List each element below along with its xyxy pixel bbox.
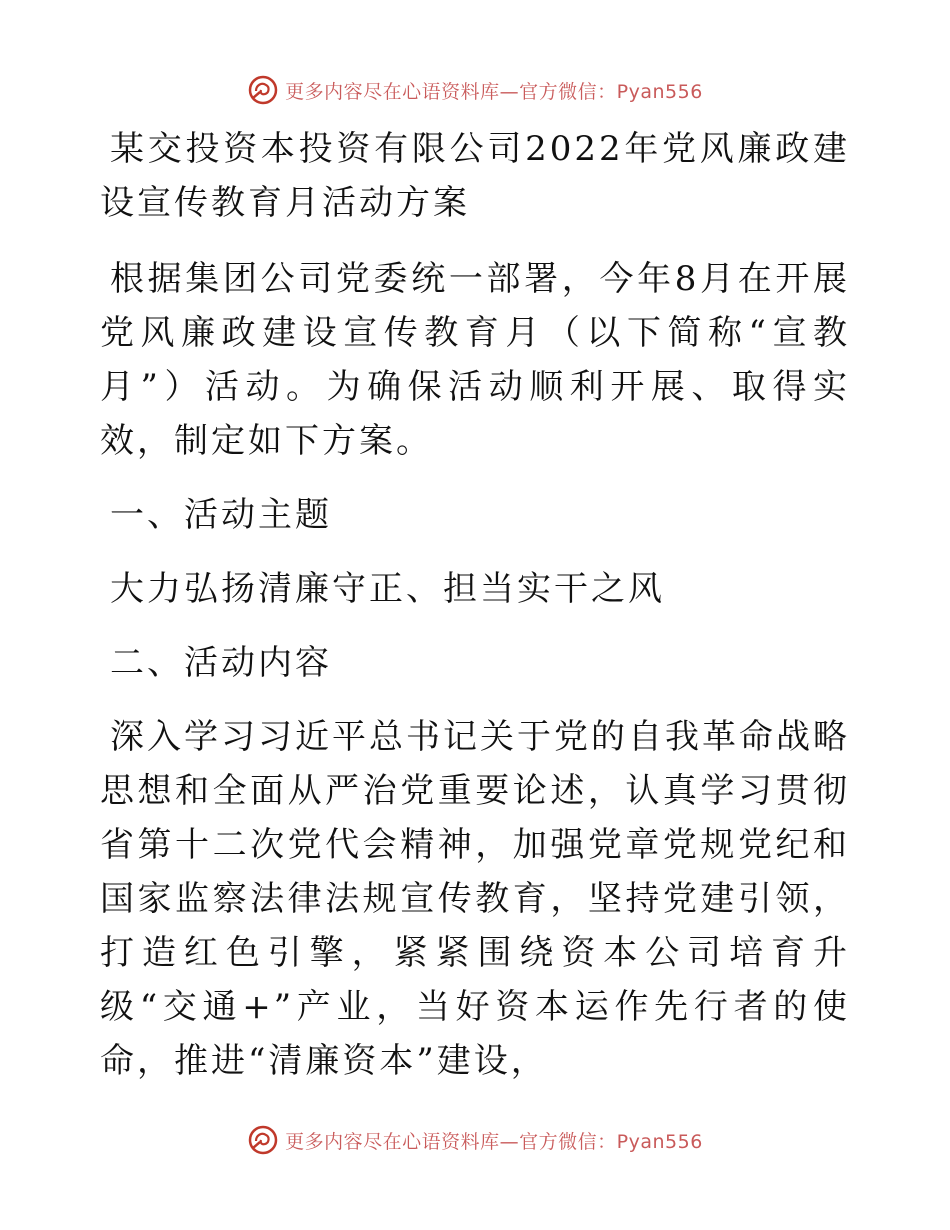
watermark-bottom	[0, 1120, 950, 1160]
document-title: 某交投资本投资有限公司2022年党风廉政建设宣传教育月活动方案	[100, 129, 850, 223]
brain-logo-icon	[247, 74, 279, 106]
watermark-text: 更多内容尽在心语资料库—官方微信：Pyan556	[285, 1130, 703, 1153]
document-body	[100, 122, 850, 1108]
intro-paragraph: 根据集团公司党委统一部署，今年8月在开展党风廉政建设宣传教育月（以下简称“宣教月”）活动。为确保活动顺利开展、取得实效，制定如下方案。	[100, 259, 850, 461]
section-body-theme: 大力弘扬清廉守正、担当实干之风	[110, 569, 665, 609]
section-heading-content: 二、活动内容	[110, 643, 332, 683]
section-heading-theme: 一、活动主题	[110, 495, 332, 535]
watermark-top	[0, 70, 950, 110]
section-body-content: 深入学习习近平总书记关于党的自我革命战略思想和全面从严治党重要论述，认真学习贯彻省第十二次党代会精神，加强党章党规党纪和国家监察法律法规宣传教育，坚持党建引领，打造红色引擎，紧紧围绕资本公司培育升级“交通+”产业，当好资本运作先行者的使命，推进“清廉资本”建设，	[100, 717, 850, 1081]
brain-logo-icon	[247, 1124, 279, 1156]
watermark-text: 更多内容尽在心语资料库—官方微信：Pyan556	[285, 80, 703, 103]
